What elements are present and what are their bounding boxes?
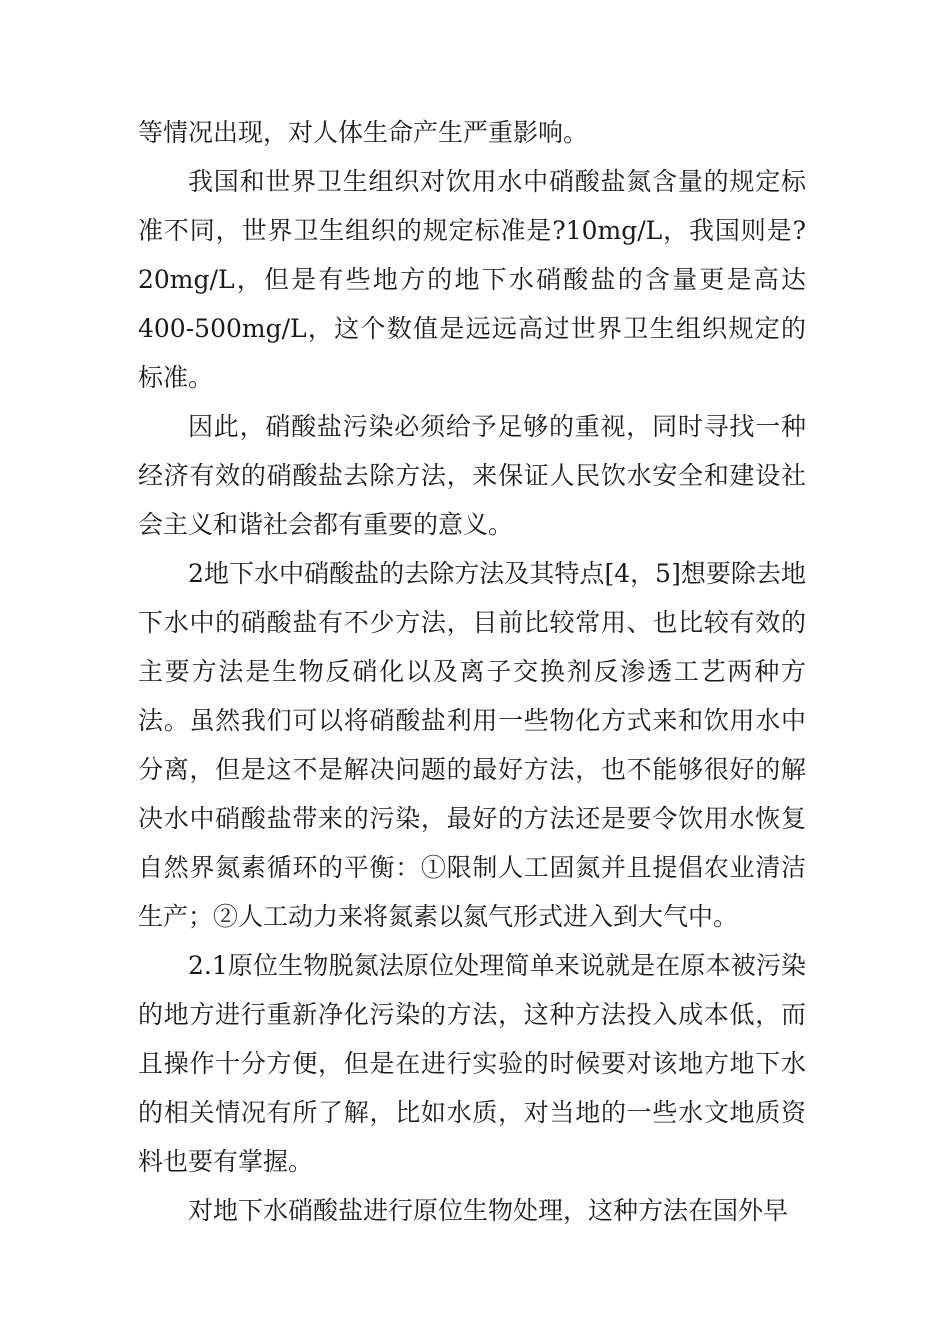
- paragraph-4: 2地下水中硝酸盐的去除方法及其特点[4，5]想要除去地下水中的硝酸盐有不少方法，目前比较常用、也比较有效的主要方法是生物反硝化以及离子交换剂反渗透工艺两种方法。虽然我们可以将硝酸盐利用一些物化方式来和饮用水中分离，但是这不是解决问题的最好方法，也不能够很好的解决水中硝酸盐带来的污染，最好的方法还是要令饮用水恢复自然界氮素循环的平衡：①限制人工固氮并且提倡农业清洁生产；②人工动力来将氮素以氮气形式进入到大气中。: [138, 559, 806, 931]
- paragraph-1: 等情况出现，对人体生命产生严重影响。: [138, 118, 589, 147]
- document-body: [138, 108, 806, 1235]
- paragraph-6: 对地下水硝酸盐进行原位生物处理，这种方法在国外早: [188, 1196, 789, 1225]
- paragraph-5: 2.1原位生物脱氮法原位处理简单来说就是在原本被污染的地方进行重新净化污染的方法，这种方法投入成本低，而且操作十分方便，但是在进行实验的时候要对该地方地下水的相关情况有所了解，比如水质，对当地的一些水文地质资料也要有掌握。: [138, 951, 806, 1176]
- paragraph-2: 我国和世界卫生组织对饮用水中硝酸盐氮含量的规定标准不同，世界卫生组织的规定标准是?10mg/L，我国则是?20mg/L，但是有些地方的地下水硝酸盐的含量更是高达400-500mg/L，这个数值是远远高过世界卫生组织规定的标准。: [138, 167, 806, 392]
- paragraph-3: 因此，硝酸盐污染必须给予足够的重视，同时寻找一种经济有效的硝酸盐去除方法，来保证人民饮水安全和建设社会主义和谐社会都有重要的意义。: [138, 412, 806, 539]
